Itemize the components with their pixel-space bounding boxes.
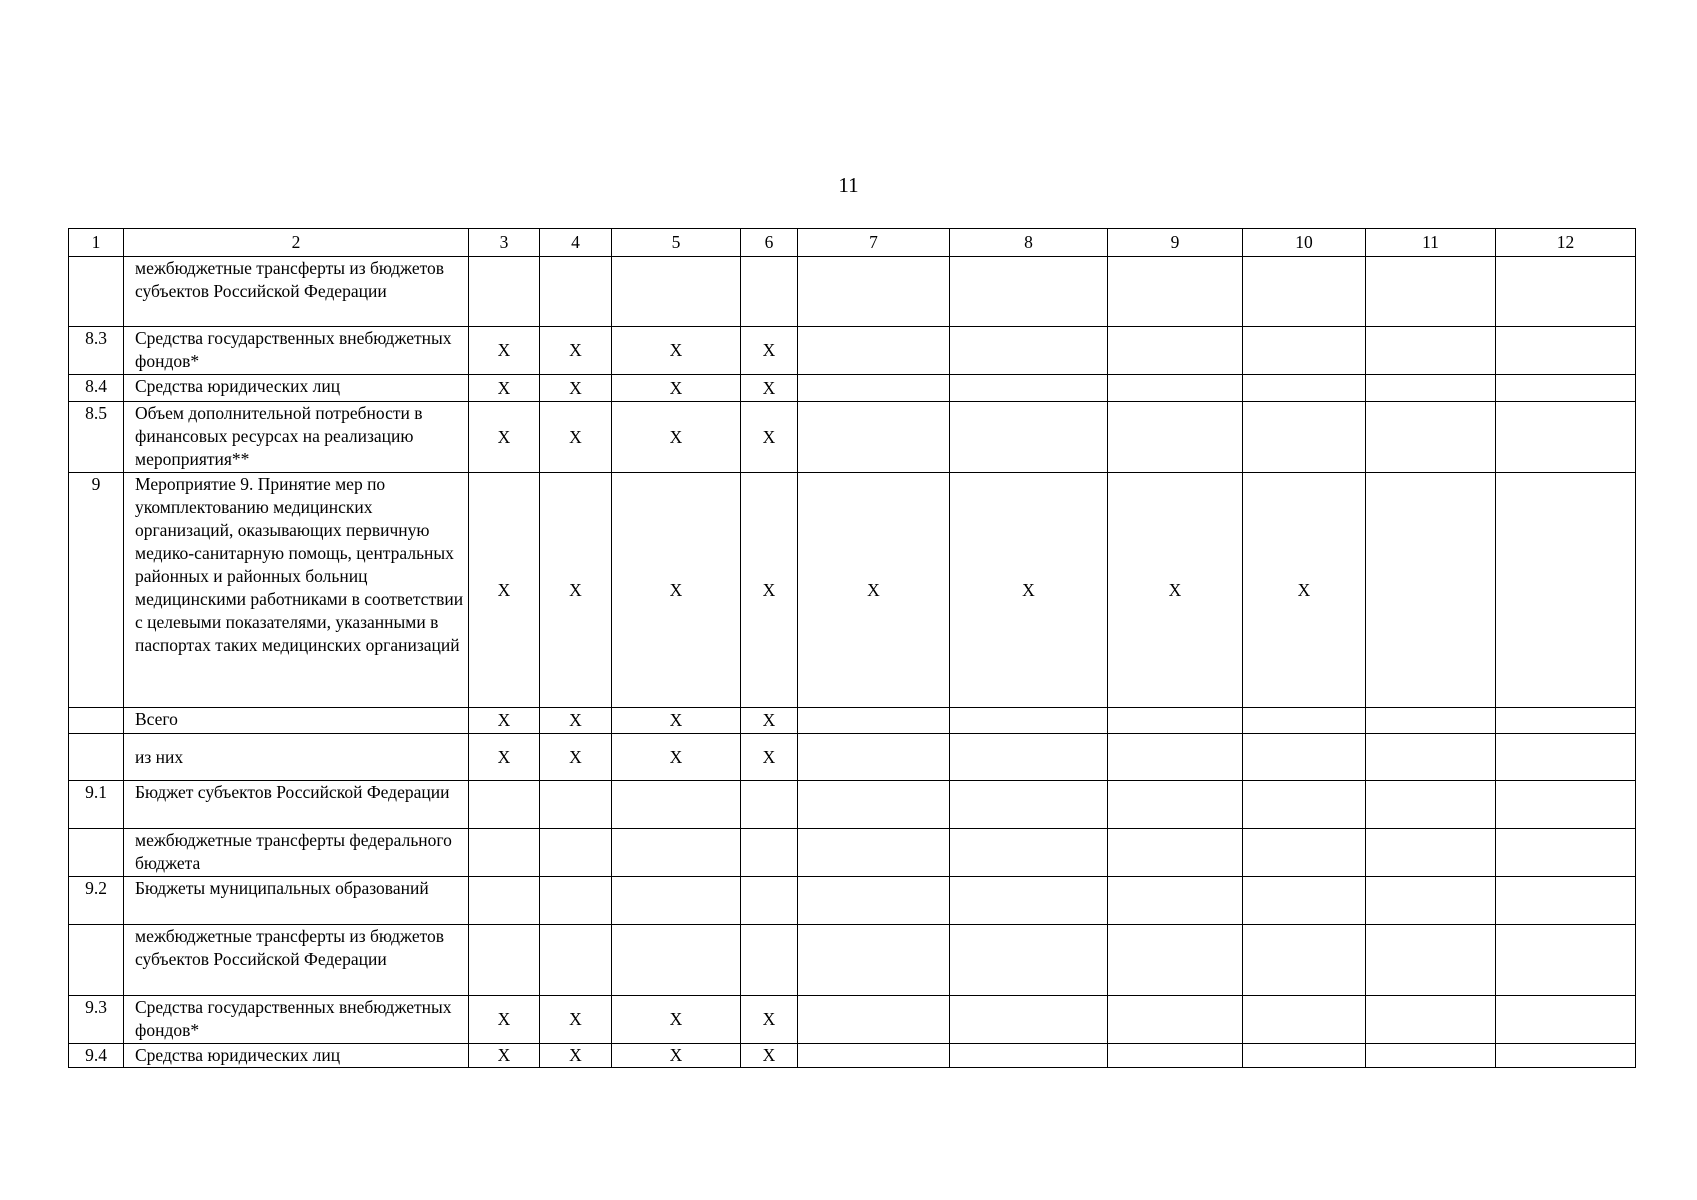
table-cell xyxy=(950,257,1108,327)
table-cell xyxy=(1366,402,1496,473)
table-cell xyxy=(798,925,950,996)
table-cell xyxy=(612,829,741,877)
table-cell xyxy=(741,781,798,829)
table-cell xyxy=(1108,257,1243,327)
row-number xyxy=(69,708,124,734)
table-cell xyxy=(1243,708,1366,734)
row-description: Средства юридических лиц xyxy=(124,1044,469,1068)
header-cell: 11 xyxy=(1366,229,1496,257)
table-cell: X xyxy=(741,734,798,781)
table-cell: X xyxy=(469,708,540,734)
table-cell: X xyxy=(540,473,612,708)
row-number: 8.3 xyxy=(69,327,124,375)
row-number xyxy=(69,829,124,877)
table-cell: X xyxy=(540,327,612,375)
row-number: 8.5 xyxy=(69,402,124,473)
table-cell xyxy=(798,829,950,877)
table-cell xyxy=(798,327,950,375)
table-cell: X xyxy=(612,473,741,708)
table-row xyxy=(69,877,1636,925)
table-cell xyxy=(798,996,950,1044)
table-cell: X xyxy=(741,1044,798,1068)
row-description: Средства государственных внебюджетных фондов* xyxy=(124,996,469,1044)
table-cell xyxy=(1366,1044,1496,1068)
table-cell xyxy=(1243,402,1366,473)
table-cell xyxy=(1496,925,1636,996)
table-cell xyxy=(540,781,612,829)
table-cell: X xyxy=(469,734,540,781)
table-cell xyxy=(1243,781,1366,829)
row-description: Всего xyxy=(124,708,469,734)
table-cell xyxy=(950,375,1108,402)
header-cell: 5 xyxy=(612,229,741,257)
table-cell xyxy=(1496,473,1636,708)
table-cell xyxy=(612,877,741,925)
table-cell: X xyxy=(540,1044,612,1068)
table-cell: X xyxy=(469,473,540,708)
table-cell xyxy=(1108,402,1243,473)
table-cell xyxy=(950,734,1108,781)
table-cell xyxy=(1496,734,1636,781)
table-body xyxy=(69,229,1636,1068)
table-cell xyxy=(1243,1044,1366,1068)
table-cell xyxy=(1496,1044,1636,1068)
table-cell xyxy=(741,829,798,877)
table-cell xyxy=(1243,257,1366,327)
table-cell: X xyxy=(612,402,741,473)
table-cell: X xyxy=(469,996,540,1044)
table-row xyxy=(69,402,1636,473)
table-cell xyxy=(1108,734,1243,781)
table-cell xyxy=(798,781,950,829)
table-cell: X xyxy=(950,473,1108,708)
row-number xyxy=(69,925,124,996)
row-description: межбюджетные трансферты из бюджетов субъектов Российской Федерации xyxy=(124,257,469,327)
table-cell xyxy=(1108,327,1243,375)
row-number: 9 xyxy=(69,473,124,708)
row-number: 9.1 xyxy=(69,781,124,829)
table-row xyxy=(69,375,1636,402)
table-cell xyxy=(469,781,540,829)
budget-table xyxy=(68,228,1636,1068)
table-cell xyxy=(1496,327,1636,375)
table-cell xyxy=(612,781,741,829)
table-cell xyxy=(1108,877,1243,925)
table-cell: X xyxy=(469,327,540,375)
table-cell: X xyxy=(612,375,741,402)
table-cell xyxy=(1496,829,1636,877)
table-cell xyxy=(950,877,1108,925)
table-cell xyxy=(950,781,1108,829)
table-cell xyxy=(798,1044,950,1068)
table-cell xyxy=(540,257,612,327)
table-row xyxy=(69,257,1636,327)
header-cell: 1 xyxy=(69,229,124,257)
row-description: межбюджетные трансферты федерального бюджета xyxy=(124,829,469,877)
table-row xyxy=(69,473,1636,708)
row-number: 9.4 xyxy=(69,1044,124,1068)
table-cell xyxy=(1366,877,1496,925)
table-row xyxy=(69,327,1636,375)
table-cell xyxy=(950,402,1108,473)
table-cell: X xyxy=(741,996,798,1044)
table-cell xyxy=(540,925,612,996)
table-cell xyxy=(1366,734,1496,781)
row-description: Средства юридических лиц xyxy=(124,375,469,402)
table-cell: X xyxy=(540,708,612,734)
table-cell xyxy=(1496,708,1636,734)
table-cell: X xyxy=(612,327,741,375)
table-cell xyxy=(1108,996,1243,1044)
table-cell xyxy=(950,829,1108,877)
table-cell xyxy=(1366,473,1496,708)
table-cell xyxy=(1108,708,1243,734)
table-cell: X xyxy=(741,375,798,402)
table-row xyxy=(69,781,1636,829)
table-cell xyxy=(1366,327,1496,375)
table-cell: X xyxy=(741,708,798,734)
table-cell xyxy=(1243,734,1366,781)
table-cell xyxy=(540,877,612,925)
row-number xyxy=(69,734,124,781)
row-number: 8.4 xyxy=(69,375,124,402)
table-cell xyxy=(1366,996,1496,1044)
page-number: 11 xyxy=(838,173,859,197)
table-row xyxy=(69,1044,1636,1068)
table-cell xyxy=(1366,829,1496,877)
table-cell xyxy=(950,327,1108,375)
table-cell xyxy=(741,877,798,925)
table-cell xyxy=(798,877,950,925)
row-description: из них xyxy=(124,734,469,781)
table-cell xyxy=(469,257,540,327)
table-cell xyxy=(798,734,950,781)
table-cell xyxy=(1243,877,1366,925)
row-number: 9.2 xyxy=(69,877,124,925)
row-number xyxy=(69,257,124,327)
table-cell: X xyxy=(798,473,950,708)
table-cell xyxy=(1496,402,1636,473)
header-cell: 12 xyxy=(1496,229,1636,257)
table-cell xyxy=(798,257,950,327)
table-row xyxy=(69,708,1636,734)
table-cell xyxy=(1108,781,1243,829)
header-row xyxy=(69,229,1636,257)
table-cell: X xyxy=(612,1044,741,1068)
table-cell xyxy=(540,829,612,877)
table-cell xyxy=(469,925,540,996)
header-cell: 7 xyxy=(798,229,950,257)
table-cell: X xyxy=(540,402,612,473)
header-cell: 3 xyxy=(469,229,540,257)
header-cell: 10 xyxy=(1243,229,1366,257)
table-cell xyxy=(1366,375,1496,402)
table-cell xyxy=(1366,708,1496,734)
table-cell: X xyxy=(540,375,612,402)
table-cell xyxy=(1496,877,1636,925)
table-cell xyxy=(798,402,950,473)
table-cell xyxy=(1366,925,1496,996)
table-cell xyxy=(1496,996,1636,1044)
table-cell: X xyxy=(1243,473,1366,708)
row-description: Объем дополнительной потребности в финансовых ресурсах на реализацию мероприятия** xyxy=(124,402,469,473)
table-cell xyxy=(612,257,741,327)
table-cell xyxy=(950,708,1108,734)
table-cell xyxy=(1108,1044,1243,1068)
table-cell xyxy=(1366,257,1496,327)
table-row xyxy=(69,734,1636,781)
table-cell: X xyxy=(612,734,741,781)
header-cell: 9 xyxy=(1108,229,1243,257)
table-cell xyxy=(950,925,1108,996)
table-cell xyxy=(1243,829,1366,877)
row-number: 9.3 xyxy=(69,996,124,1044)
table-cell xyxy=(1243,327,1366,375)
row-description: межбюджетные трансферты из бюджетов субъектов Российской Федерации xyxy=(124,925,469,996)
table-row xyxy=(69,925,1636,996)
header-cell: 4 xyxy=(540,229,612,257)
table-cell: X xyxy=(469,1044,540,1068)
table-row xyxy=(69,829,1636,877)
table-cell xyxy=(1108,375,1243,402)
table-cell xyxy=(950,996,1108,1044)
row-description: Мероприятие 9. Принятие мер по укомплектованию медицинских организаций, оказывающих первичную медико-санитарную помощь, центральных районных и районных больниц медицинскими работниками в соответствии с целевыми показателями, указанными в паспортах таких медицинских организаций xyxy=(124,473,469,708)
table-cell xyxy=(469,829,540,877)
table-cell xyxy=(1496,781,1636,829)
table-cell xyxy=(1366,781,1496,829)
table-cell xyxy=(1243,375,1366,402)
table-cell xyxy=(1496,257,1636,327)
table-cell xyxy=(1243,925,1366,996)
table-cell: X xyxy=(469,375,540,402)
table-cell: X xyxy=(469,402,540,473)
row-description: Бюджеты муниципальных образований xyxy=(124,877,469,925)
table-cell xyxy=(1496,375,1636,402)
table-cell: X xyxy=(741,402,798,473)
header-cell: 6 xyxy=(741,229,798,257)
table-row xyxy=(69,996,1636,1044)
table-cell xyxy=(1108,925,1243,996)
table-cell xyxy=(1243,996,1366,1044)
table-cell: X xyxy=(1108,473,1243,708)
table-cell: X xyxy=(741,473,798,708)
table-cell: X xyxy=(540,996,612,1044)
table-cell xyxy=(798,708,950,734)
table-cell: X xyxy=(540,734,612,781)
table-cell xyxy=(612,925,741,996)
row-description: Бюджет субъектов Российской Федерации xyxy=(124,781,469,829)
table-cell: X xyxy=(612,708,741,734)
row-description: Средства государственных внебюджетных фондов* xyxy=(124,327,469,375)
table-cell xyxy=(741,925,798,996)
header-cell: 8 xyxy=(950,229,1108,257)
header-cell: 2 xyxy=(124,229,469,257)
table-cell xyxy=(741,257,798,327)
table-cell xyxy=(469,877,540,925)
table-cell xyxy=(1108,829,1243,877)
table-cell: X xyxy=(741,327,798,375)
table-cell xyxy=(798,375,950,402)
table-cell xyxy=(950,1044,1108,1068)
table-cell: X xyxy=(612,996,741,1044)
